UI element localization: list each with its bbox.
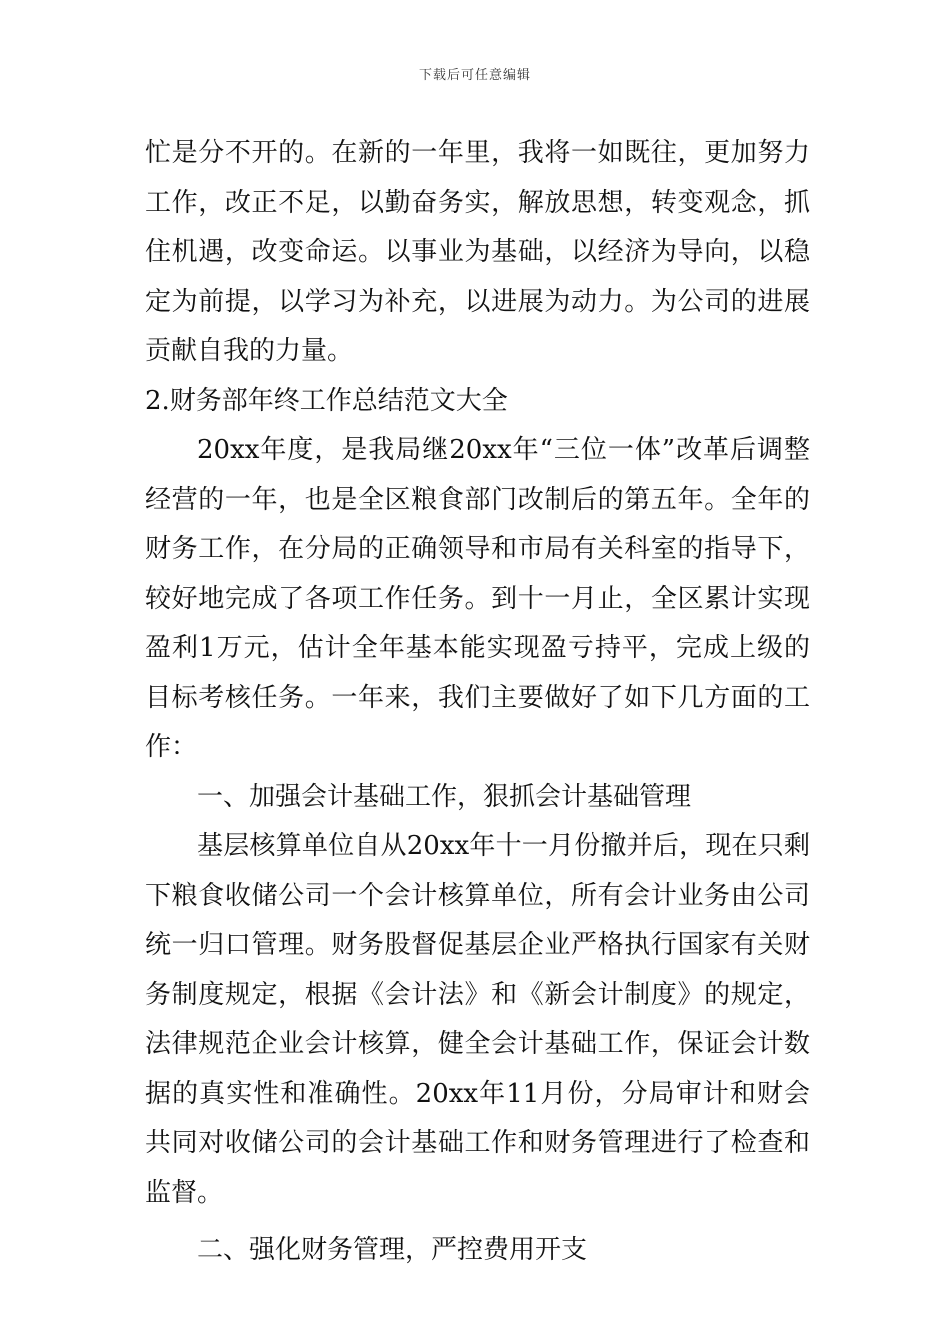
paragraph-continuation: 忙是分不开的。在新的一年里，我将一如既往，更加努力工作，改正不足，以勤奋务实，解放思想，转变观念，抓住机遇，改变命运。以事业为基础，以经济为导向，以稳定为前提，以学习为补充，以进展为动力。为公司的进展贡献自我的力量。 bbox=[145, 138, 810, 366]
paragraph-intro: 20xx年度，是我局继20xx年“三位一体”改革后调整经营的一年，也是全区粮食部门改制后的第五年。全年的财务工作，在分局的正确领导和市局有关科室的指导下，较好地完成了各项工作任务。到十一月止，全区累计实现盈利1万元，估计全年基本能实现盈亏持平，完成上级的目标考核任务。一年来，我们主要做好了如下几方面的工作： bbox=[145, 435, 810, 762]
section-heading-1: 一、加强会计基础工作，狠抓会计基础管理 bbox=[197, 781, 692, 812]
paragraph-accounting: 基层核算单位自从20xx年十一月份撤并后，现在只剩下粮食收储公司一个会计核算单位，所有会计业务由公司统一归口管理。财务股督促基层企业严格执行国家有关财务制度规定，根据《会计法》和《新会计制度》的规定，法律规范企业会计核算，健全会计基础工作，保证会计数据的真实性和准确性。20xx年11月份，分局审计和财会共同对收储公司的会计基础工作和财务管理进行了检查和监督。 bbox=[145, 831, 810, 1208]
section-heading-2: 二、强化财务管理，严控费用开支 bbox=[197, 1235, 588, 1265]
page-header: 下载后可任意编辑 bbox=[418, 68, 531, 83]
section-title: 2.财务部年终工作总结范文大全 bbox=[145, 385, 508, 416]
document-body bbox=[145, 129, 810, 1276]
